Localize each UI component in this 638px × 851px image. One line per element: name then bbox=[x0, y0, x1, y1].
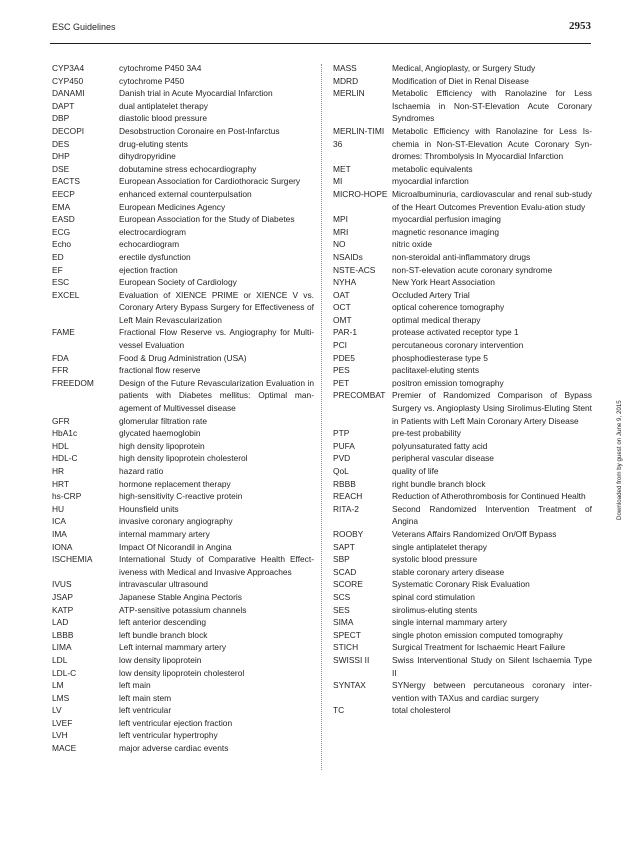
abbreviation-entry bbox=[333, 503, 592, 528]
abbreviation-term: EF bbox=[52, 264, 63, 275]
abbreviation-definition: single photon emission computed tomography bbox=[392, 629, 563, 640]
abbreviation-entry bbox=[52, 138, 314, 151]
abbreviation-definition: pre-test probability bbox=[392, 428, 461, 439]
abbreviation-entry bbox=[333, 440, 592, 453]
abbreviation-entry bbox=[52, 226, 314, 239]
abbreviation-definition: electrocardiogram bbox=[119, 226, 187, 237]
abbreviation-entry bbox=[52, 616, 314, 629]
abbreviation-term: LIMA bbox=[52, 642, 72, 653]
abbreviation-term: EECP bbox=[52, 188, 75, 199]
abbreviation-definition: positron emission tomography bbox=[392, 377, 504, 388]
running-header-left: ESC Guidelines bbox=[52, 22, 116, 32]
abbreviation-term: MICRO-HOPE bbox=[333, 188, 388, 199]
abbreviation-entry bbox=[333, 352, 592, 365]
abbreviation-term: PRECOMBAT bbox=[333, 390, 386, 401]
abbreviation-definition: high density lipoprotein cholesterol bbox=[119, 453, 248, 464]
abbreviation-definition: ATP-sensitive potassium channels bbox=[119, 604, 247, 615]
abbreviation-definition: ejection fraction bbox=[119, 264, 178, 275]
abbreviation-definition: diastolic blood pressure bbox=[119, 113, 207, 124]
abbreviation-term: DSE bbox=[52, 163, 70, 174]
abbreviation-term: NSTE-ACS bbox=[333, 264, 376, 275]
abbreviation-term: SWISSI II bbox=[333, 654, 370, 665]
abbreviation-entry bbox=[52, 112, 314, 125]
abbreviation-entry bbox=[333, 377, 592, 390]
abbreviation-entry bbox=[333, 541, 592, 554]
abbreviation-entry bbox=[52, 201, 314, 214]
abbreviation-definition: optical coherence tomography bbox=[392, 302, 505, 313]
abbreviation-entry bbox=[333, 163, 592, 176]
abbreviation-term: SPECT bbox=[333, 629, 361, 640]
abbreviation-entry bbox=[52, 87, 314, 100]
abbreviation-definition: optimal medical therapy bbox=[392, 314, 481, 325]
abbreviation-term: OAT bbox=[333, 289, 350, 300]
abbreviation-term: MERLIN bbox=[333, 88, 365, 99]
abbreviation-entry bbox=[333, 641, 592, 654]
abbreviation-term: FAME bbox=[52, 327, 75, 338]
abbreviation-term: Echo bbox=[52, 239, 72, 250]
abbreviation-term: ISCHEMIA bbox=[52, 554, 93, 565]
abbreviation-term: PAR-1 bbox=[333, 327, 358, 338]
abbreviation-definition: invasive coronary angiography bbox=[119, 516, 233, 527]
abbreviation-entry bbox=[333, 289, 592, 302]
abbreviation-definition: glycated haemoglobin bbox=[119, 428, 201, 439]
abbreviation-entry bbox=[52, 578, 314, 591]
abbreviation-term: ED bbox=[52, 251, 64, 262]
abbreviation-entry bbox=[52, 679, 314, 692]
abbreviation-definition: non-ST-elevation acute coronary syndrome bbox=[392, 264, 553, 275]
abbreviation-entry bbox=[52, 641, 314, 654]
header-rule bbox=[50, 43, 591, 44]
abbreviation-term: SCORE bbox=[333, 579, 363, 590]
abbreviation-definition: paclitaxel-eluting stents bbox=[392, 365, 480, 376]
column-divider bbox=[321, 64, 322, 770]
abbreviation-definition: Hounsfield units bbox=[119, 503, 179, 514]
abbreviation-term: IONA bbox=[52, 541, 73, 552]
abbreviation-definition: SYNergy between percutaneous coronary inter-vention with TAXus and cardiac surgery bbox=[392, 680, 592, 703]
abbreviation-definition: protease activated receptor type 1 bbox=[392, 327, 519, 338]
abbreviation-term: SCAD bbox=[333, 566, 357, 577]
abbreviation-term: NSAIDs bbox=[333, 251, 363, 262]
abbreviation-term: SBP bbox=[333, 554, 350, 565]
abbreviation-definition: European Medicines Agency bbox=[119, 201, 226, 212]
abbreviation-entry bbox=[333, 465, 592, 478]
abbreviation-term: ICA bbox=[52, 516, 66, 527]
abbreviation-definition: Danish trial in Acute Myocardial Infarction bbox=[119, 88, 273, 99]
abbreviation-definition: Evaluation of XIENCE PRIME or XIENCE V vs. Coronary Artery Bypass Surgery for Effectiveness of Left Main Revascularization bbox=[119, 289, 314, 325]
abbreviation-entry bbox=[333, 276, 592, 289]
abbreviation-term: IMA bbox=[52, 528, 67, 539]
abbreviation-entry bbox=[333, 75, 592, 88]
abbreviation-entry bbox=[333, 654, 592, 679]
abbreviation-entry bbox=[52, 515, 314, 528]
abbreviation-term: EMA bbox=[52, 201, 71, 212]
abbreviation-definition: high-sensitivity C-reactive protein bbox=[119, 491, 243, 502]
abbreviation-definition: Microalbuminuria, cardiovascular and renal sub-study of the Heart Outcomes Prevention Evalu-ation study bbox=[392, 188, 592, 212]
abbreviation-term: ECG bbox=[52, 226, 71, 237]
abbreviation-term: DAPT bbox=[52, 100, 75, 111]
abbreviation-definition: enhanced external counterpulsation bbox=[119, 188, 252, 199]
abbreviation-definition: dihydropyridine bbox=[119, 151, 176, 162]
abbreviation-term: HbA1c bbox=[52, 428, 78, 439]
abbreviation-entry bbox=[52, 100, 314, 113]
abbreviation-term: OMT bbox=[333, 314, 352, 325]
abbreviation-definition: percutaneous coronary intervention bbox=[392, 340, 524, 351]
abbreviation-definition: Veterans Affairs Randomized On/Off Bypass bbox=[392, 528, 557, 539]
abbreviation-entry bbox=[333, 566, 592, 579]
abbreviation-entry bbox=[52, 175, 314, 188]
abbreviation-definition: left ventricular bbox=[119, 705, 172, 716]
abbreviation-definition: Metabolic Efficiency with Ranolazine for Less Is-chemia in Non-ST-Elevation Acute Coronary Syn-dromes: Thrombolysis In Myocardial Infarction bbox=[392, 125, 592, 162]
abbreviation-term: LMS bbox=[52, 692, 70, 703]
abbreviation-term: LV bbox=[52, 705, 62, 716]
abbreviation-definition: high density lipoprotein bbox=[119, 440, 205, 451]
abbreviation-entry bbox=[52, 163, 314, 176]
abbreviation-entry bbox=[52, 440, 314, 453]
abbreviation-term: QoL bbox=[333, 466, 349, 476]
abbreviation-term: ESC bbox=[52, 277, 70, 288]
abbreviation-entry bbox=[52, 717, 314, 730]
abbreviation-entry bbox=[52, 427, 314, 440]
abbreviation-term: FREEDOM bbox=[52, 377, 94, 388]
abbreviation-entry bbox=[52, 276, 314, 289]
abbreviation-definition: single antiplatelet therapy bbox=[392, 541, 487, 552]
abbreviation-definition: sirolimus-eluting stents bbox=[392, 604, 478, 615]
abbreviation-entry bbox=[52, 213, 314, 226]
page-number: 2953 bbox=[569, 20, 591, 32]
abbreviation-entry bbox=[52, 377, 314, 415]
abbreviation-term: MRI bbox=[333, 226, 349, 237]
abbreviation-definition: polyunsaturated fatty acid bbox=[392, 440, 488, 451]
abbreviation-term: LDL-C bbox=[52, 667, 77, 678]
abbreviation-term: MPI bbox=[333, 214, 348, 225]
abbreviation-term: PTP bbox=[333, 428, 350, 439]
abbreviation-entry bbox=[333, 490, 592, 503]
abbreviation-term: MI bbox=[333, 176, 343, 187]
abbreviation-entry bbox=[333, 604, 592, 617]
abbreviation-term: MET bbox=[333, 163, 351, 174]
abbreviation-entry bbox=[333, 679, 592, 704]
abbreviation-term: FDA bbox=[52, 352, 69, 363]
abbreviation-entry bbox=[52, 352, 314, 365]
abbreviation-entry bbox=[52, 629, 314, 642]
abbreviation-definition: Desobstruction Coronaire en Post-Infarctus bbox=[119, 125, 280, 136]
abbreviation-entry bbox=[333, 452, 592, 465]
abbreviation-entry bbox=[52, 150, 314, 163]
abbreviation-definition: Premier of Randomized Comparison of Bypass Surgery vs. Angioplasty Using Sirolimus-Eluting Stent in Patients with Left Main Coronary Artery Disease bbox=[392, 390, 592, 426]
abbreviation-definition: myocardial perfusion imaging bbox=[392, 214, 501, 225]
abbreviation-entry bbox=[52, 654, 314, 667]
abbreviation-entry bbox=[333, 629, 592, 642]
abbreviation-term: OCT bbox=[333, 302, 351, 313]
abbreviation-term: PUFA bbox=[333, 440, 355, 451]
abbreviation-definition: drug-eluting stents bbox=[119, 138, 188, 149]
abbreviation-definition: European Society of Cardiology bbox=[119, 277, 237, 288]
abbreviation-definition: cytochrome P450 bbox=[119, 75, 185, 86]
abbreviation-definition: nitric oxide bbox=[392, 239, 433, 250]
abbreviation-term: MASS bbox=[333, 63, 357, 73]
abbreviation-entry bbox=[52, 729, 314, 742]
download-notice: Downloaded from by guest on June 9, 2015 bbox=[616, 400, 623, 520]
abbreviation-term: DES bbox=[52, 138, 70, 149]
abbreviation-term: LBBB bbox=[52, 629, 74, 640]
abbreviation-term: TC bbox=[333, 705, 345, 716]
abbreviation-term: EXCEL bbox=[52, 289, 80, 300]
abbreviation-entry bbox=[52, 667, 314, 680]
abbreviation-entry bbox=[52, 415, 314, 428]
abbreviation-term: PVD bbox=[333, 453, 351, 464]
abbreviation-definition: spinal cord stimulation bbox=[392, 591, 475, 602]
abbreviation-term: PCI bbox=[333, 340, 347, 351]
abbreviation-term: LM bbox=[52, 680, 64, 691]
abbreviation-definition: International Study of Comparative Health Effect-iveness with Medical and Invasive Approaches bbox=[119, 554, 314, 577]
abbreviation-definition: left ventricular ejection fraction bbox=[119, 717, 233, 728]
abbreviation-entry bbox=[333, 226, 592, 239]
abbreviation-definition: single internal mammary artery bbox=[392, 617, 507, 628]
abbreviation-entry bbox=[52, 62, 314, 75]
abbreviation-entry bbox=[333, 364, 592, 377]
abbreviation-entry bbox=[52, 251, 314, 264]
abbreviation-definition: hazard ratio bbox=[119, 466, 164, 476]
abbreviation-entry bbox=[333, 591, 592, 604]
abbreviation-term: DHP bbox=[52, 151, 70, 162]
abbreviation-entry bbox=[52, 541, 314, 554]
abbreviation-term: CYP450 bbox=[52, 75, 84, 86]
abbreviation-term: IVUS bbox=[52, 579, 72, 590]
abbreviation-entry bbox=[333, 339, 592, 352]
abbreviation-definition: European Association for the Study of Diabetes bbox=[119, 214, 295, 225]
abbreviation-definition: right bundle branch block bbox=[392, 478, 486, 489]
abbreviation-definition: Design of the Future Revascularization Evaluation in patients with Diabetes mellitus: Optimal man-agement of Multivessel disease bbox=[119, 377, 314, 414]
abbreviation-term: HDL bbox=[52, 440, 69, 451]
abbreviation-definition: hormone replacement therapy bbox=[119, 478, 231, 489]
abbreviation-term: STICH bbox=[333, 642, 359, 653]
abbreviation-definition: Japanese Stable Angina Pectoris bbox=[119, 591, 242, 602]
abbreviation-entry bbox=[52, 238, 314, 251]
abbreviation-term: EACTS bbox=[52, 176, 80, 187]
abbreviation-term: EASD bbox=[52, 214, 75, 225]
abbreviation-entry bbox=[52, 289, 314, 327]
abbreviation-term: SAPT bbox=[333, 541, 355, 552]
abbreviation-definition: metabolic equivalents bbox=[392, 163, 473, 174]
abbreviation-entry bbox=[52, 692, 314, 705]
abbreviation-entry bbox=[52, 264, 314, 277]
abbreviation-entry bbox=[333, 326, 592, 339]
abbreviation-entry bbox=[52, 188, 314, 201]
abbreviation-definition: fractional flow reserve bbox=[119, 365, 201, 376]
abbreviation-term: HDL-C bbox=[52, 453, 78, 464]
abbreviation-entry bbox=[52, 591, 314, 604]
abbreviation-term: MACE bbox=[52, 743, 77, 754]
abbreviation-term: RBBB bbox=[333, 478, 356, 489]
abbreviation-definition: internal mammary artery bbox=[119, 528, 210, 539]
abbreviation-term: SCS bbox=[333, 591, 351, 602]
abbreviation-term: PDE5 bbox=[333, 352, 355, 363]
abbreviation-term: KATP bbox=[52, 604, 74, 615]
abbreviation-entry bbox=[52, 553, 314, 578]
abbreviation-entry bbox=[333, 301, 592, 314]
abbreviation-entry bbox=[52, 364, 314, 377]
abbreviation-definition: low density lipoprotein cholesterol bbox=[119, 667, 245, 678]
abbreviation-definition: Food & Drug Administration (USA) bbox=[119, 352, 247, 363]
abbreviation-entry bbox=[52, 528, 314, 541]
abbreviation-entry bbox=[333, 188, 592, 213]
abbreviation-definition: myocardial infarction bbox=[392, 176, 469, 187]
abbreviation-term: NO bbox=[333, 239, 346, 250]
abbreviation-entry bbox=[333, 213, 592, 226]
abbreviation-definition: echocardiogram bbox=[119, 239, 180, 250]
abbreviation-term: HRT bbox=[52, 478, 70, 489]
abbreviations-left-column bbox=[52, 62, 314, 755]
abbreviation-entry bbox=[52, 125, 314, 138]
abbreviation-entry bbox=[333, 87, 592, 125]
abbreviation-definition: Fractional Flow Reserve vs. Angiography for Multi-vessel Evaluation bbox=[119, 327, 314, 351]
abbreviation-term: RITA-2 bbox=[333, 503, 359, 514]
abbreviation-entry bbox=[333, 528, 592, 541]
abbreviation-entry bbox=[52, 704, 314, 717]
abbreviation-definition: low density lipoprotein bbox=[119, 654, 202, 665]
abbreviation-definition: quality of life bbox=[392, 466, 439, 476]
abbreviation-definition: left main stem bbox=[119, 692, 172, 703]
abbreviation-definition: Systematic Coronary Risk Evaluation bbox=[392, 579, 530, 590]
abbreviation-definition: systolic blood pressure bbox=[392, 554, 478, 565]
abbreviation-term: MERLIN-TIMI 36 bbox=[333, 125, 385, 149]
abbreviation-entry bbox=[52, 503, 314, 516]
abbreviation-definition: dual antiplatelet therapy bbox=[119, 100, 208, 111]
abbreviation-term: LVH bbox=[52, 730, 68, 741]
abbreviation-entry bbox=[52, 75, 314, 88]
abbreviation-definition: cytochrome P450 3A4 bbox=[119, 63, 202, 73]
abbreviation-definition: Surgical Treatment for Ischaemic Heart Failure bbox=[392, 642, 566, 653]
abbreviation-definition: non-steroidal anti-inflammatory drugs bbox=[392, 251, 531, 262]
abbreviation-term: ROOBY bbox=[333, 528, 364, 539]
abbreviation-term: DECOPI bbox=[52, 125, 85, 136]
abbreviation-term: SYNTAX bbox=[333, 680, 366, 691]
abbreviation-term: CYP3A4 bbox=[52, 63, 85, 73]
abbreviation-entry bbox=[52, 465, 314, 478]
abbreviation-definition: total cholesterol bbox=[392, 705, 451, 716]
abbreviation-definition: Modification of Diet in Renal Disease bbox=[392, 75, 529, 86]
abbreviation-entry bbox=[333, 389, 592, 427]
abbreviation-entry bbox=[333, 62, 592, 75]
abbreviation-definition: erectile dysfunction bbox=[119, 251, 191, 262]
abbreviation-term: SES bbox=[333, 604, 350, 615]
abbreviation-definition: Impact Of Nicorandil in Angina bbox=[119, 541, 232, 552]
abbreviation-term: PET bbox=[333, 377, 350, 388]
abbreviation-definition: left bundle branch block bbox=[119, 629, 208, 640]
abbreviation-term: LVEF bbox=[52, 717, 73, 728]
abbreviation-term: MDRD bbox=[333, 75, 359, 86]
abbreviations-right-column bbox=[333, 62, 592, 717]
abbreviation-term: NYHA bbox=[333, 277, 357, 288]
abbreviation-definition: intravascular ultrasound bbox=[119, 579, 208, 590]
abbreviation-entry bbox=[52, 604, 314, 617]
abbreviation-definition: Left internal mammary artery bbox=[119, 642, 227, 653]
abbreviation-definition: stable coronary artery disease bbox=[392, 566, 505, 577]
abbreviation-definition: major adverse cardiac events bbox=[119, 743, 229, 754]
abbreviation-term: REACH bbox=[333, 491, 363, 502]
abbreviation-entry bbox=[333, 314, 592, 327]
abbreviation-entry bbox=[52, 490, 314, 503]
abbreviation-definition: peripheral vascular disease bbox=[392, 453, 494, 464]
abbreviation-definition: left main bbox=[119, 680, 151, 691]
abbreviation-definition: Second Randomized Intervention Treatment of Angina bbox=[392, 503, 592, 527]
abbreviation-definition: left ventricular hypertrophy bbox=[119, 730, 218, 741]
abbreviation-definition: European Association for Cardiothoracic Surgery bbox=[119, 176, 301, 187]
abbreviation-entry bbox=[52, 478, 314, 491]
abbreviation-definition: glomerular filtration rate bbox=[119, 415, 207, 426]
abbreviation-definition: Occluded Artery Trial bbox=[392, 289, 470, 300]
abbreviation-term: hs-CRP bbox=[52, 491, 82, 502]
abbreviation-entry bbox=[333, 478, 592, 491]
abbreviation-entry bbox=[333, 264, 592, 277]
abbreviation-entry bbox=[333, 704, 592, 717]
abbreviation-definition: dobutamine stress echocardiography bbox=[119, 163, 257, 174]
abbreviation-term: SIMA bbox=[333, 617, 354, 628]
abbreviation-entry bbox=[333, 251, 592, 264]
abbreviation-term: LAD bbox=[52, 617, 69, 628]
abbreviation-definition: Metabolic Efficiency with Ranolazine for Less Ischaemia in Non-ST-Elevation Acute Coronary Syndromes bbox=[392, 88, 592, 124]
abbreviation-term: HR bbox=[52, 466, 65, 476]
abbreviation-entry bbox=[333, 238, 592, 251]
abbreviation-term: DBP bbox=[52, 113, 70, 124]
abbreviation-term: PES bbox=[333, 365, 350, 376]
abbreviation-definition: phosphodiesterase type 5 bbox=[392, 352, 488, 363]
abbreviation-definition: Swiss Interventional Study on Silent Ischaemia Type II bbox=[392, 654, 592, 678]
abbreviation-entry bbox=[52, 326, 314, 351]
abbreviation-entry bbox=[333, 427, 592, 440]
abbreviation-definition: New York Heart Association bbox=[392, 277, 495, 288]
abbreviation-term: DANAMI bbox=[52, 88, 85, 99]
abbreviation-term: LDL bbox=[52, 654, 68, 665]
abbreviation-entry bbox=[52, 452, 314, 465]
abbreviation-entry bbox=[333, 616, 592, 629]
abbreviation-entry bbox=[52, 742, 314, 755]
abbreviation-term: JSAP bbox=[52, 591, 73, 602]
abbreviation-definition: magnetic resonance imaging bbox=[392, 226, 500, 237]
abbreviation-entry bbox=[333, 553, 592, 566]
abbreviation-definition: left anterior descending bbox=[119, 617, 207, 628]
abbreviation-definition: Reduction of Atherothrombosis for Continued Health bbox=[392, 491, 586, 502]
abbreviation-term: HU bbox=[52, 503, 65, 514]
abbreviation-entry bbox=[333, 125, 592, 163]
abbreviation-entry bbox=[333, 175, 592, 188]
abbreviation-term: GFR bbox=[52, 415, 70, 426]
abbreviation-term: FFR bbox=[52, 365, 69, 376]
abbreviation-definition: Medical, Angioplasty, or Surgery Study bbox=[392, 63, 536, 73]
abbreviation-entry bbox=[333, 578, 592, 591]
